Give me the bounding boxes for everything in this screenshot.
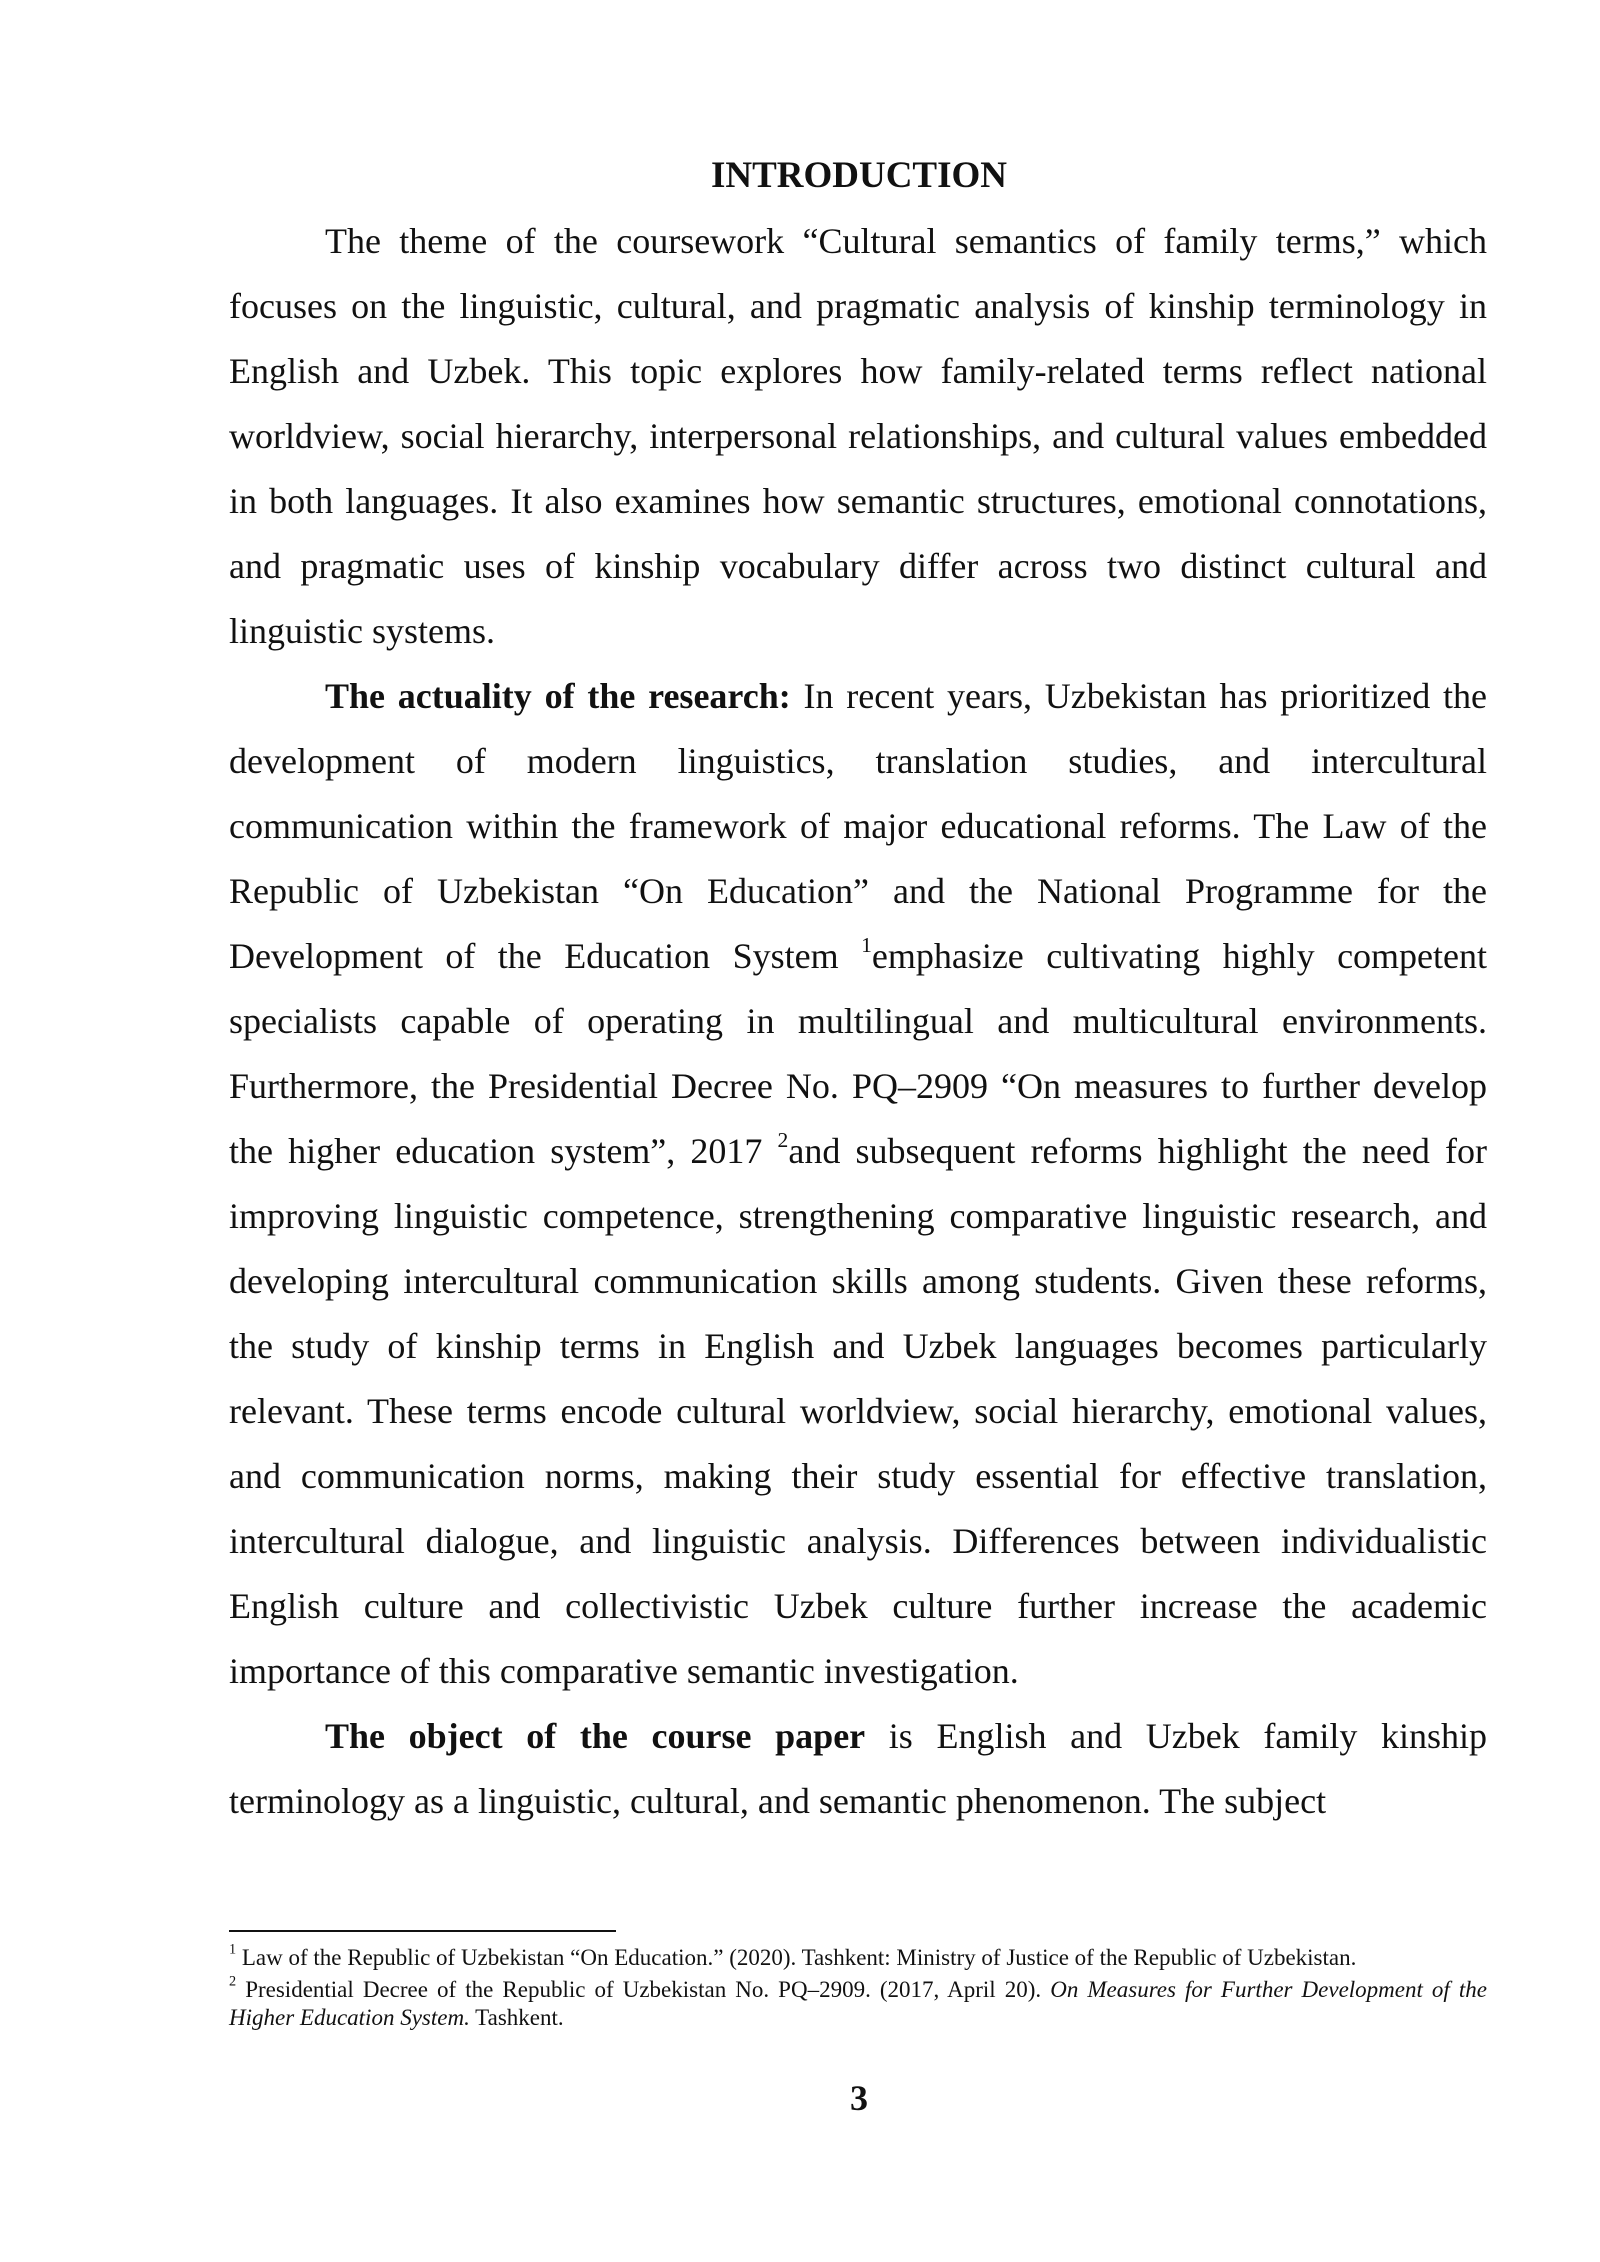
footnote-1 [229,1941,1487,1972]
footnote-ref-2: 2 [777,1127,789,1152]
actuality-text-part3: and subsequent reforms highlight the need for improving linguistic competence, strengthening comparative linguistic research, and developing intercultural communication skills among students. Given these reforms, the study of kinship terms in English and Uzbek languages becomes particularly relevant. These terms encode cultural worldview, social hierarchy, emotional values, and communication norms, making their study essential for effective translation, intercultural dialogue, and linguistic analysis. Differences between individualistic English culture and collectivistic Uzbek culture further increase the academic importance of this comparative semantic investigation. [229,1131,1487,1691]
paragraph-object [229,1704,1487,1834]
footnote-text: Presidential Decree of the Republic of Uzbekistan No. PQ–2909. (2017, April 20). [236,1977,1051,2002]
footnote-number: 2 [229,1973,237,1990]
paragraph-theme: The theme of the coursework “Cultural semantics of family terms,” which focuses on the linguistic, cultural, and pragmatic analysis of kinship terminology in English and Uzbek. This topic explores how family-related terms reflect national worldview, social hierarchy, interpersonal relationships, and cultural values embedded in both languages. It also examines how semantic structures, emotional connotations, and pragmatic uses of kinship vocabulary differ across two distinct cultural and linguistic systems. [229,221,1487,651]
page-title: INTRODUCTION [710,155,1008,196]
object-text: is English and Uzbek family kinship terminology as a linguistic, cultural, and semantic phenomenon. The subject [229,1716,1487,1821]
actuality-heading: The actuality of the research: [325,676,791,716]
actuality-text-part1: In recent years, Uzbekistan has prioritized the development of modern linguistics, translation studies, and intercultural communication within the framework of major educational reforms. The Law of the Republic of Uzbekistan “On Education” and the National Programme for the Development of the Education System [229,676,1487,976]
paragraph-actuality [229,664,1487,1704]
body-text [229,209,1487,1834]
object-heading: The object of the course paper [325,1716,866,1756]
page-number: 3 [850,2078,868,2118]
footnote-text: Law of the Republic of Uzbekistan “On Education.” (2020). Tashkent: Ministry of Justice of the Republic of Uzbekistan. [236,1945,1357,1970]
footnote-number: 1 [229,1941,237,1958]
footnote-text-end: Tashkent. [469,2005,564,2030]
footnote-ref-1: 1 [861,932,872,957]
footnotes [229,1941,1487,2036]
footnote-italic-title: On Measures for Further Development of the Higher Education System. [229,1977,1487,2030]
footnote-2 [229,1973,1487,2032]
actuality-text-part2: emphasize cultivating highly competent specialists capable of operating in multilingual and multicultural environments. Furthermore, the Presidential Decree No. PQ–2909 “On measures to further develop the higher education system”, 2017 [229,936,1488,1171]
footnote-separator [229,1930,616,1932]
